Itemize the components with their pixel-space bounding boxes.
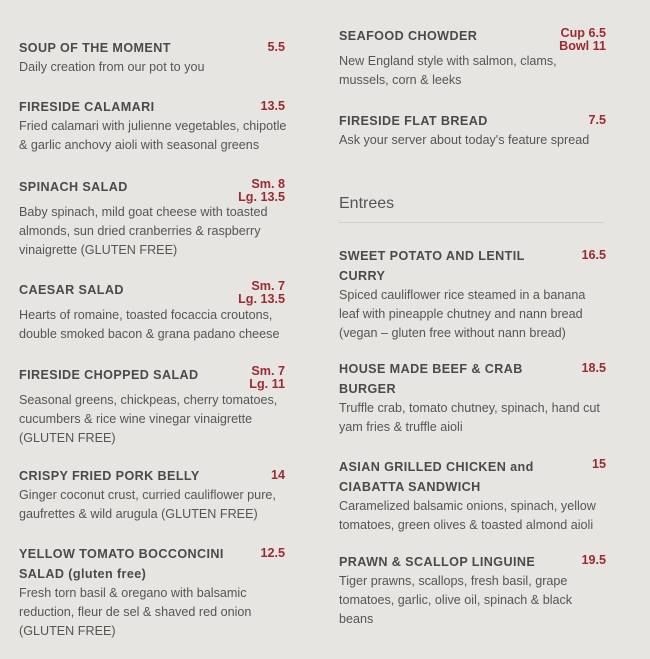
menu-item-name: SEAFOOD CHOWDER	[339, 29, 478, 43]
menu-item-desc: Ask your server about today's feature spread	[339, 133, 590, 147]
menu-item-price: 12.5	[260, 546, 285, 560]
menu-item-price: 5.5	[267, 40, 285, 54]
menu-item-price-large: Lg. 11	[249, 377, 285, 391]
section-divider	[339, 222, 604, 223]
menu-item-price-large: Lg. 13.5	[238, 190, 285, 204]
menu-item	[19, 177, 289, 260]
menu-item-desc: Tiger prawns, scallops, fresh basil, grape tomatoes, garlic, olive oil, spinach & black beans	[339, 574, 573, 626]
menu-item-name: CRISPY FRIED PORK BELLY	[19, 469, 200, 483]
menu-item	[339, 552, 606, 629]
menu-item-price: 13.5	[260, 99, 285, 113]
menu-item-name: SPINACH SALAD	[19, 180, 128, 194]
menu-item	[19, 38, 289, 77]
menu-item-desc: Baby spinach, mild goat cheese with toasted almonds, sun dried cranberries & raspberry vinaigrette (GLUTEN FREE)	[19, 205, 268, 257]
menu-item-desc: Caramelized balsamic onions, spinach, yellow tomatoes, green olives & toasted almond aioli	[339, 499, 596, 532]
menu-item-desc: New England style with salmon, clams, mussels, corn & leeks	[339, 54, 557, 87]
menu-item-price: 18.5	[581, 361, 606, 375]
menu-item-price: 7.5	[588, 113, 606, 127]
menu-item-desc: Hearts of romaine, toasted focaccia croutons, double smoked bacon & grana padano cheese	[19, 308, 280, 341]
menu-item-price-small: Sm. 8	[251, 177, 285, 191]
menu-item-name: CAESAR SALAD	[19, 283, 124, 297]
menu-item	[19, 365, 289, 448]
menu-item	[19, 466, 289, 524]
menu-item-price: 15	[591, 457, 606, 471]
menu-item-desc: Ginger coconut crust, curried cauliflower pure, gaufrettes & wild arugula (GLUTEN FREE)	[19, 488, 276, 521]
menu-item-name: SWEET POTATO AND LENTIL CURRY	[339, 249, 525, 283]
menu-item-desc: Seasonal greens, chickpeas, cherry tomatoes, cucumbers & rice wine vinegar vinaigrette (GLUTEN FREE)	[19, 393, 278, 445]
menu-item	[19, 97, 289, 155]
menu-item-desc: Truffle crab, tomato chutney, spinach, hand cut yam fries & truffle aioli	[339, 401, 600, 434]
menu-item	[339, 111, 606, 150]
menu-item-name: SOUP OF THE MOMENT	[19, 41, 171, 55]
menu-item-name: ASIAN GRILLED CHICKEN and CIABATTA SANDWICH	[339, 460, 534, 494]
menu-item-price: 19.5	[581, 553, 606, 567]
menu-item-price-small: Sm. 7	[251, 364, 285, 378]
menu-item-price-cup: Cup 6.5	[560, 26, 606, 40]
menu-item-desc: Fresh torn basil & oregano with balsamic reduction, fleur de sel & shaved red onion (GLUTEN FREE)	[19, 586, 252, 638]
menu-item	[19, 544, 289, 641]
menu-item	[339, 457, 606, 535]
menu-item-name: FIRESIDE FLAT BREAD	[339, 114, 488, 128]
menu-item-name: FIRESIDE CHOPPED SALAD	[19, 368, 199, 382]
menu-item-desc: Spiced cauliflower rice steamed in a banana leaf with pineapple chutney and nann bread (vegan – gluten free without nann bread)	[339, 288, 586, 340]
menu-item	[339, 359, 606, 437]
menu-item-price: 16.5	[581, 248, 606, 262]
menu-item-name: FIRESIDE CALAMARI	[19, 100, 155, 114]
menu-item-price-bowl: Bowl 11	[559, 39, 606, 53]
section-heading-entrees: Entrees	[339, 195, 395, 212]
menu-item-price-large: Lg. 13.5	[238, 292, 285, 306]
menu-item-desc: Fried calamari with julienne vegetables, chipotle & garlic anchovy aioli with seasonal greens	[19, 119, 287, 152]
menu-item-price-small: Sm. 7	[251, 279, 285, 293]
menu-item-desc: Daily creation from our pot to you	[19, 60, 205, 74]
menu-item	[339, 26, 606, 90]
menu-item	[339, 246, 606, 343]
menu-item	[19, 280, 289, 344]
menu-item-price: 14	[270, 468, 285, 482]
menu-item-name: PRAWN & SCALLOP LINGUINE	[339, 555, 536, 569]
menu-item-name: YELLOW TOMATO BOCCONCINI SALAD (gluten free)	[19, 547, 224, 581]
menu-item-name: HOUSE MADE BEEF & CRAB BURGER	[339, 362, 523, 396]
